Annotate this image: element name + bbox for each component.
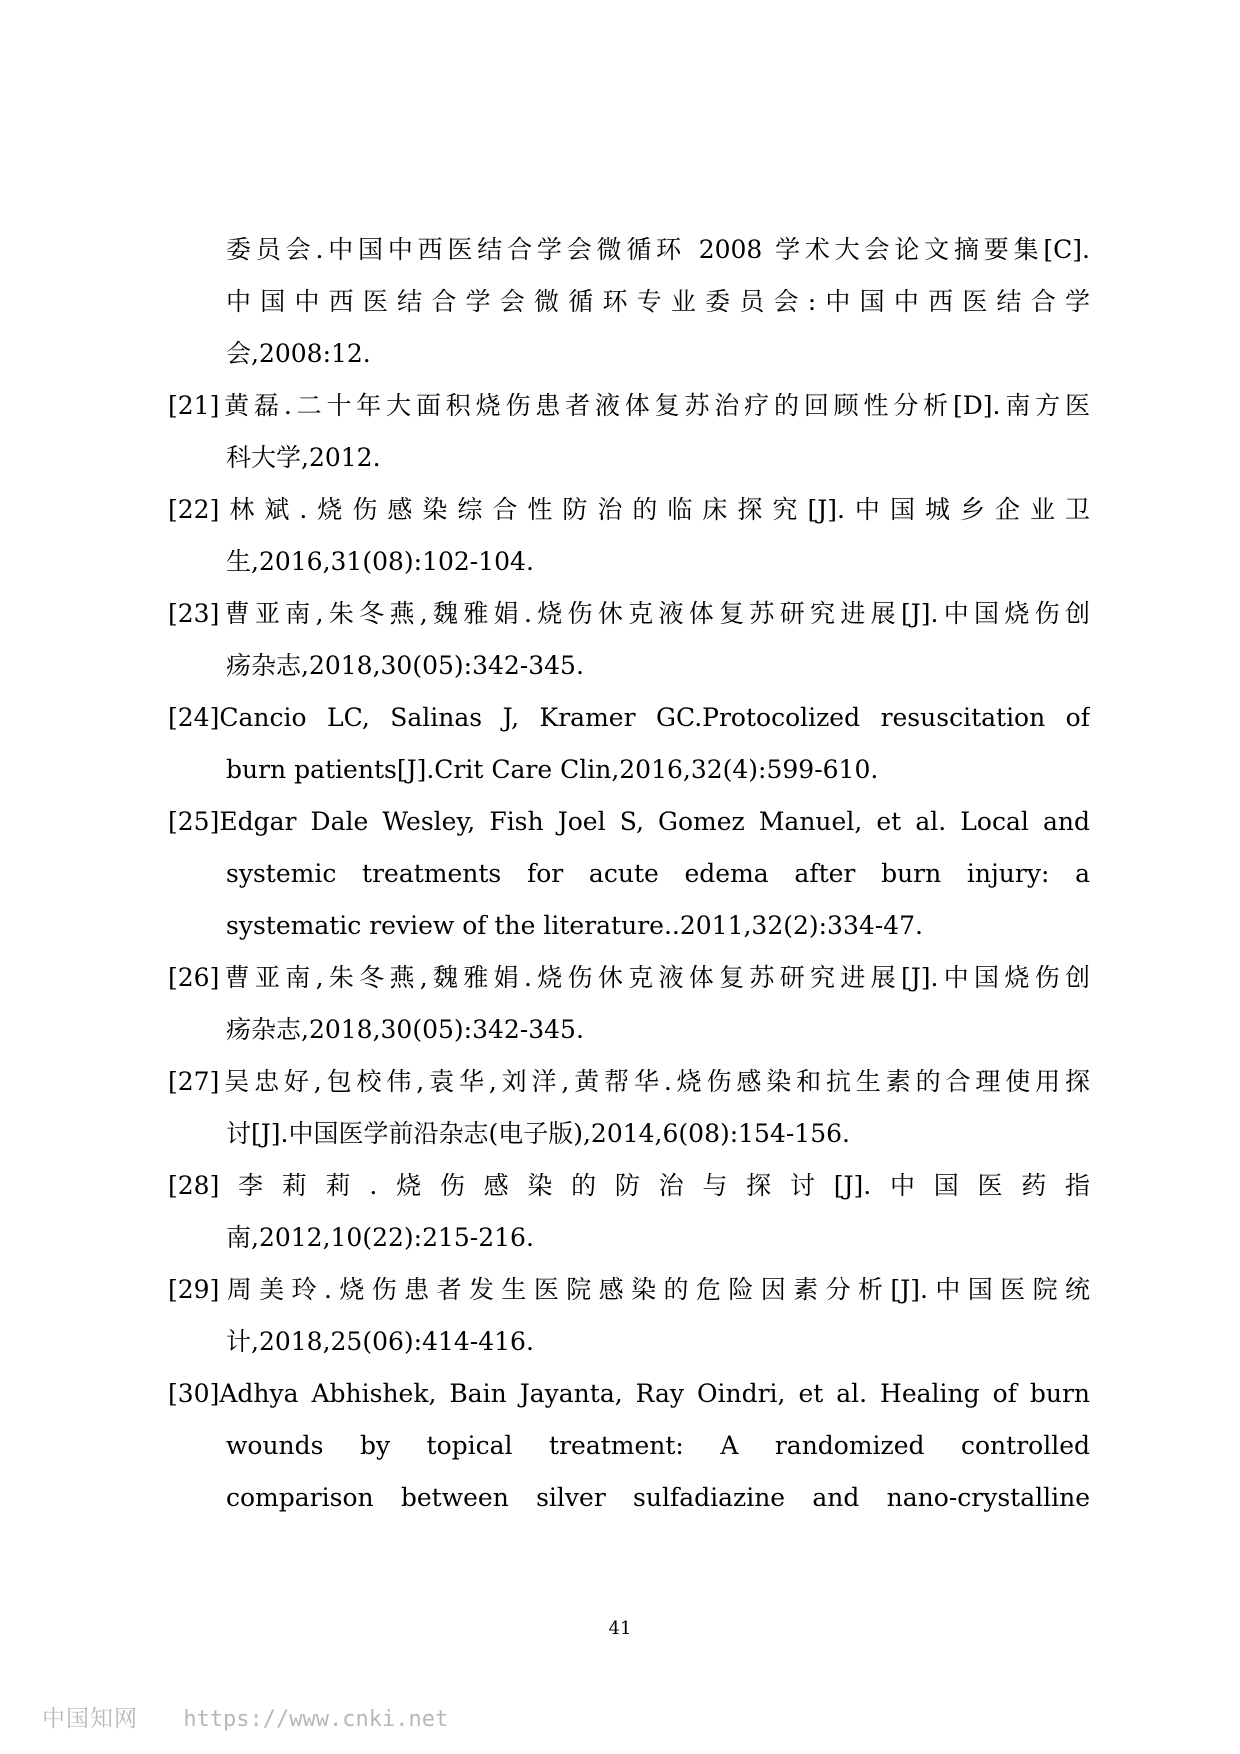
reference-entry-line: [29]周美玲.烧伤患者发生医院感染的危险因素分析[J].中国医院统 — [168, 1275, 1090, 1304]
reference-continuation-line: 计,2018,25(06):414-416. — [226, 1327, 534, 1356]
watermark-url: https://www.cnki.net — [183, 1707, 449, 1732]
reference-entry-line: [22]林斌.烧伤感染综合性防治的临床探究[J].中国城乡企业卫 — [168, 495, 1090, 524]
reference-continuation-line: 疡杂志,2018,30(05):342-345. — [226, 651, 584, 680]
reference-continuation-line: 讨[J].中国医学前沿杂志(电子版),2014,6(08):154-156. — [226, 1119, 850, 1148]
reference-continuation-line: 生,2016,31(08):102-104. — [226, 547, 534, 576]
reference-continuation-line: 委员会.中国中西医结合学会微循环 2008 学术大会论文摘要集[C]. — [226, 235, 1090, 264]
reference-entry-line: [28]李莉莉.烧伤感染的防治与探讨[J].中国医药指 — [168, 1171, 1090, 1200]
reference-list — [168, 224, 1090, 1524]
reference-entry-line: [26]曹亚南,朱冬燕,魏雅娟.烧伤休克液体复苏研究进展[J].中国烧伤创 — [168, 963, 1090, 992]
reference-entry-line: [21]黄磊.二十年大面积烧伤患者液体复苏治疗的回顾性分析[D].南方医 — [168, 391, 1090, 420]
reference-entry-line: [25]Edgar Dale Wesley, Fish Joel S, Gomez Manuel, et al. Local and — [168, 807, 1090, 836]
reference-entry-line: [24]Cancio LC, Salinas J, Kramer GC.Protocolized resuscitation of — [168, 703, 1090, 732]
reference-continuation-line: systemic treatments for acute edema after burn injury: a — [226, 859, 1090, 888]
reference-entry-line: [30]Adhya Abhishek, Bain Jayanta, Ray Oindri, et al. Healing of burn — [168, 1379, 1090, 1408]
page-number: 41 — [608, 1618, 632, 1639]
reference-continuation-line: comparison between silver sulfadiazine and nano-crystalline — [226, 1483, 1090, 1512]
reference-continuation-line: 南,2012,10(22):215-216. — [226, 1223, 534, 1252]
reference-continuation-line: 科大学,2012. — [226, 443, 381, 472]
reference-continuation-line: systematic review of the literature..2011,32(2):334-47. — [226, 911, 923, 940]
reference-continuation-line: 会,2008:12. — [226, 339, 371, 368]
reference-continuation-line: 中国中西医结合学会微循环专业委员会:中国中西医结合学 — [226, 287, 1090, 316]
reference-entry-line: [23]曹亚南,朱冬燕,魏雅娟.烧伤休克液体复苏研究进展[J].中国烧伤创 — [168, 599, 1090, 628]
cnki-watermark — [42, 1700, 448, 1733]
reference-entry-line: [27]吴忠好,包校伟,袁华,刘洋,黄帮华.烧伤感染和抗生素的合理使用探 — [168, 1067, 1090, 1096]
reference-continuation-line: 疡杂志,2018,30(05):342-345. — [226, 1015, 584, 1044]
reference-continuation-line: burn patients[J].Crit Care Clin,2016,32(4):599-610. — [226, 755, 879, 784]
reference-continuation-line: wounds by topical treatment: A randomized controlled — [226, 1431, 1090, 1460]
watermark-site-name: 中国知网 — [42, 1706, 138, 1732]
